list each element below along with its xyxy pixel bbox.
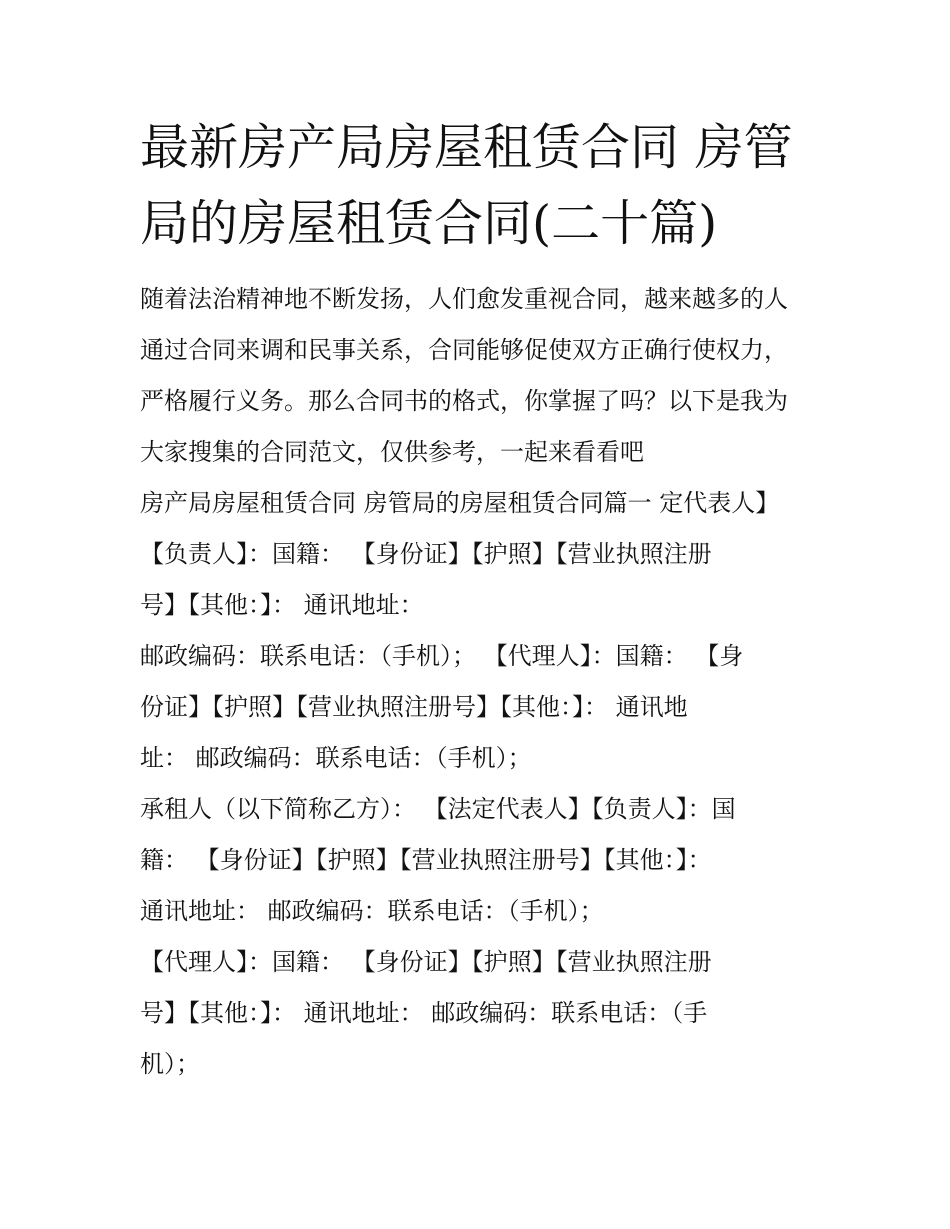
body-line: 籍： 【身份证】【护照】【营业执照注册号】【其他：】： bbox=[140, 846, 712, 874]
body-line: 【代理人】：国籍： 【身份证】【护照】【营业执照注册 bbox=[140, 948, 712, 976]
page-title bbox=[140, 110, 820, 262]
title-line: 最新房产局房屋租赁合同 房管 bbox=[140, 119, 793, 176]
body-line: 机）； bbox=[140, 1050, 200, 1078]
body-line: 邮政编码：联系电话：（手机）； 【代理人】：国籍： 【身 bbox=[140, 642, 744, 670]
body-line: 【负责人】：国籍： 【身份证】【护照】【营业执照注册 bbox=[140, 540, 712, 568]
body-line: 号】【其他：】： 通讯地址： bbox=[140, 591, 424, 619]
body-line: 号】【其他：】： 通讯地址： 邮政编码：联系电话：（手 bbox=[140, 999, 708, 1027]
body-line: 通讯地址： 邮政编码：联系电话：（手机）； bbox=[140, 897, 604, 925]
body-line: 承租人（以下简称乙方）： 【法定代表人】【负责人】：国 bbox=[140, 795, 736, 823]
body-line: 大家搜集的合同范文，仅供参考，一起来看看吧 bbox=[140, 438, 644, 466]
title-line: 局的房屋租赁合同(二十篇) bbox=[140, 195, 718, 252]
body-line: 通过合同来调和民事关系，合同能够促使双方正确行使权力， bbox=[140, 336, 788, 364]
body-line: 严格履行义务。那么合同书的格式，你掌握了吗？以下是我为 bbox=[140, 387, 788, 415]
body-line: 随着法治精神地不断发扬，人们愈发重视合同，越来越多的人 bbox=[140, 285, 788, 313]
document-body bbox=[140, 274, 830, 1090]
body-line: 房产局房屋租赁合同 房管局的房屋租赁合同篇一 定代表人】 bbox=[140, 489, 780, 517]
body-line: 址： 邮政编码：联系电话：（手机）； bbox=[140, 744, 532, 772]
body-line: 份证】【护照】【营业执照注册号】【其他：】： 通讯地 bbox=[140, 693, 688, 721]
